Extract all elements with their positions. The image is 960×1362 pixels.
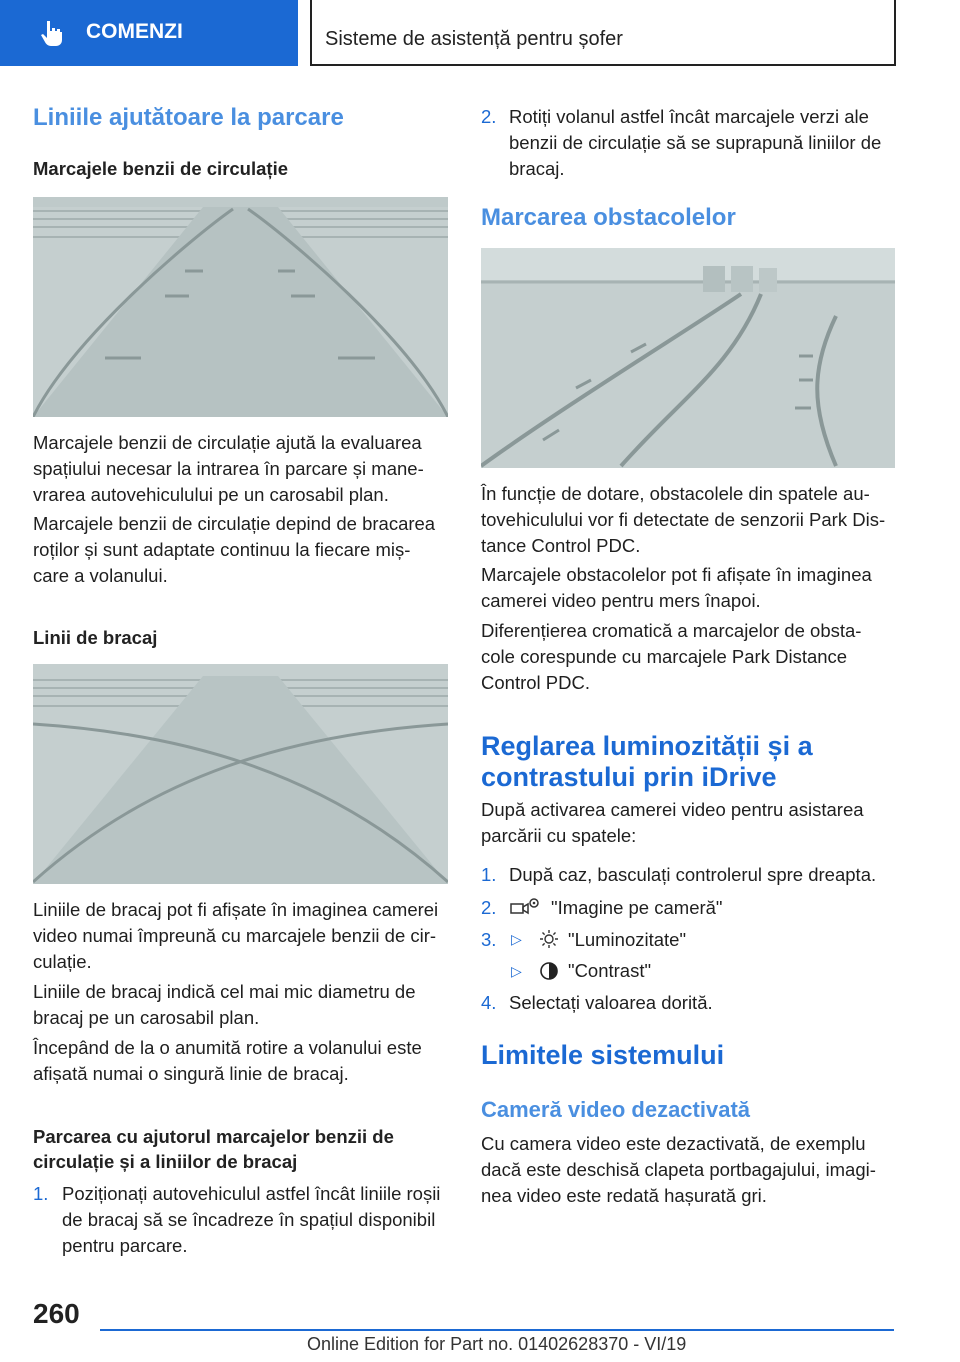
- camera-off-paragraph: Cu camera video este dezactivată, de exemplu dacă este deschisă clapeta portbagajului, imagi- nea video este redată hașurată gri.: [481, 1133, 876, 1206]
- turning-paragraph-3: Începând de la o anumită rotire a volanului este afișată numai o singură linie de bracaj.: [33, 1037, 422, 1084]
- lane-markings-figure: [33, 197, 448, 417]
- section-tab-label: COMENZI: [86, 20, 183, 43]
- footer-rule: [100, 1329, 894, 1331]
- heading-brightness-contrast: Reglarea luminozității și a contrastului prin iDrive: [481, 731, 813, 792]
- obstacle-paragraph-2: Marcajele obstacolelor pot fi afișate în imaginea camerei video pentru mers înapoi.: [481, 564, 872, 611]
- obstacle-paragraph-3: Diferențierea cromatică a marcajelor de obsta- cole corespunde cu marcajele Park Distance Control PDC.: [481, 620, 862, 693]
- b-step-4-number: 4.: [481, 992, 497, 1013]
- brightness-icon: [538, 928, 560, 950]
- section-tab[interactable]: [0, 0, 298, 66]
- step-2-number: 2.: [481, 106, 497, 127]
- b-step-2-number: 2.: [481, 897, 497, 918]
- b-step-3-number: 3.: [481, 929, 497, 950]
- heading-parking-lines: Liniile ajutătoare la parcare: [33, 104, 344, 131]
- turning-lines-figure: [33, 664, 448, 884]
- b-step-3a-text: "Luminozitate": [568, 929, 687, 950]
- heading-turning-lines: Linii de bracaj: [33, 627, 158, 648]
- obstacle-marking-figure: [481, 248, 895, 468]
- chapter-title: Sisteme de asistență pentru șofer: [325, 28, 623, 50]
- lane-paragraph-1: Marcajele benzii de circulație ajută la evaluarea spațiului necesar la intrarea în parcare și mane- vrarea autovehiculului pe un carosabil plan.: [33, 432, 424, 505]
- obstacle-paragraph-1: În funcție de dotare, obstacolele din spatele au- tovehiculului vor fi detectate de senzorii Park Dis- tance Control PDC.: [481, 483, 886, 556]
- b-step-1-number: 1.: [481, 864, 497, 885]
- page-number: 260: [33, 1298, 80, 1329]
- brightness-intro: După activarea camerei video pentru asistarea parcării cu spatele:: [481, 799, 864, 846]
- contrast-icon: [538, 960, 560, 982]
- hand-pointer-icon: [38, 18, 68, 48]
- step-2-text: Rotiți volanul astfel încât marcajele verzi ale benzii de circulație să se suprapună liniilor de bracaj.: [509, 106, 882, 179]
- b-step-2-text: "Imagine pe cameră": [551, 897, 723, 918]
- lane-paragraph-2: Marcajele benzii de circulație depind de bracarea roților și sunt adaptate continuu la fiecare miș- care a volanului.: [33, 513, 436, 586]
- submenu-arrow-icon: ▷: [511, 931, 522, 947]
- step-1-text: Poziționați autovehiculul astfel încât liniile roșii de bracaj să se încadreze în spațiul disponibil pentru parcare.: [62, 1183, 441, 1256]
- camera-settings-icon: [509, 896, 541, 918]
- heading-obstacle-marking: Marcarea obstacolelor: [481, 204, 736, 231]
- heading-lane-markings: Marcajele benzii de circulație: [33, 158, 288, 179]
- b-step-4-text: Selectați valoarea dorită.: [509, 992, 713, 1013]
- b-step-3b-text: "Contrast": [568, 960, 652, 981]
- submenu-arrow-icon: ▷: [511, 963, 522, 979]
- heading-camera-off: Cameră video dezactivată: [481, 1097, 751, 1122]
- heading-parking-with-lines: Parcarea cu ajutorul marcajelor benzii de circulație și a liniilor de bracaj: [33, 1126, 394, 1172]
- heading-system-limits: Limitele sistemului: [481, 1040, 725, 1070]
- turning-paragraph-2: Liniile de bracaj indică cel mai mic diametru de bracaj pe un carosabil plan.: [33, 981, 416, 1028]
- step-1-number: 1.: [33, 1183, 49, 1204]
- edition-note: Online Edition for Part no. 01402628370 - VI/19: [307, 1334, 687, 1354]
- turning-paragraph-1: Liniile de bracaj pot fi afișate în imaginea camerei video numai împreună cu marcajele benzii de cir- culație.: [33, 899, 439, 972]
- b-step-1-text: După caz, basculați controlerul spre dreapta.: [509, 864, 877, 885]
